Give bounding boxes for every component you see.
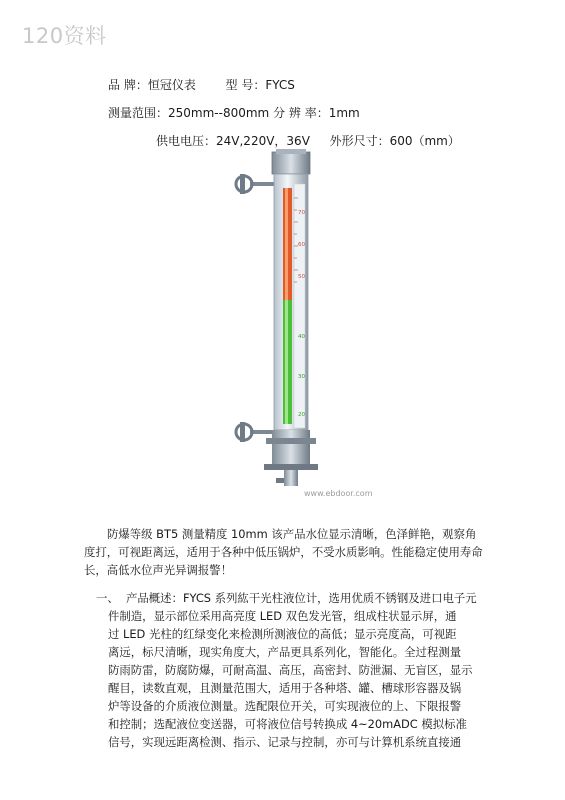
spec-range [108, 104, 360, 121]
drain-valve [284, 470, 298, 486]
range-label: 测量范围： [108, 106, 169, 120]
section-number: 一、 [96, 591, 119, 605]
scale-label: 30 [298, 374, 305, 380]
overview-line: 信号，实现远距离检测、指示、记录与控制，亦可与计算机系统直接通 [108, 735, 462, 749]
overview-line: 过 LED 光柱的红绿变化来检测所测液位的高低；显示亮度高，可视距 [108, 627, 457, 641]
description-line-1: 防爆等级 BT5 测量精度 10mm 该产品水位显示清晰，色泽鲜艳，观察角 [107, 527, 477, 541]
model-value: FYCS [265, 78, 295, 92]
scale-label: 20 [298, 412, 305, 418]
overview-line: 件制造，显示部位采用高亮度 LED 双色发光管，组成柱状显示屏，通 [108, 609, 457, 623]
voltage-label: 供电电压： [156, 134, 217, 148]
resolution-label: 分 辨 率： [273, 106, 329, 120]
watermark-text: 120资料 [22, 24, 107, 48]
brand-value: 恒冠仪表 [147, 78, 196, 92]
scale-label: 60 [298, 242, 305, 248]
overview-line: 防雨防雷，防腐防爆，可耐高温、高压，高密封、防泄漏、无盲区，显示 [108, 663, 473, 677]
voltage-value: 24V,220V，36V [216, 134, 310, 148]
spec-voltage-size [156, 132, 460, 149]
level-gauge-drawing [232, 148, 382, 508]
scale-label: 50 [298, 274, 305, 280]
overview-line: 炉等设备的介质液位测量。选配限位开关，可实现液位的上、下限报警 [108, 699, 462, 713]
bottom-flange [266, 438, 316, 444]
bottom-chamber [272, 444, 310, 466]
range-value: 250mm--800mm [168, 106, 270, 120]
overview-line: 离远，标尺清晰，现实角度大，产品更具系列化，智能化。全过程测量 [108, 645, 462, 659]
description-line-2: 度打，可视距离远，适用于各种中低压锅炉，不受水质影响。性能稳定使用寿命 [84, 545, 483, 559]
spec-brand-model [108, 76, 295, 93]
level-gauge-illustration [232, 148, 382, 508]
junction-box [272, 152, 310, 174]
image-watermark: www.ebdoor.com [304, 489, 373, 498]
overview-line: 和控制；选配液位变送器，可将液位信号转换成 4~20mADC 模拟标准 [108, 717, 467, 731]
description-line-3: 长，高低水位声光异调报警！ [84, 563, 233, 577]
size-value: 600（mm） [389, 134, 460, 148]
scale-label: 40 [298, 334, 305, 340]
size-label: 外形尺寸： [329, 134, 390, 148]
overview-line: 产品概述：FYCS 系列紘干光柱液位计，选用优质不锈钢及进口电子元 [126, 591, 477, 605]
overview-line: 醒目，读数直观，且测量范围大，适用于各种塔、罐、槽球形容器及锅 [108, 681, 462, 695]
model-label: 型 号： [225, 78, 266, 92]
scale-label: 70 [298, 210, 305, 216]
resolution-value: 1mm [328, 106, 360, 120]
brand-label: 品 牌： [108, 78, 148, 92]
